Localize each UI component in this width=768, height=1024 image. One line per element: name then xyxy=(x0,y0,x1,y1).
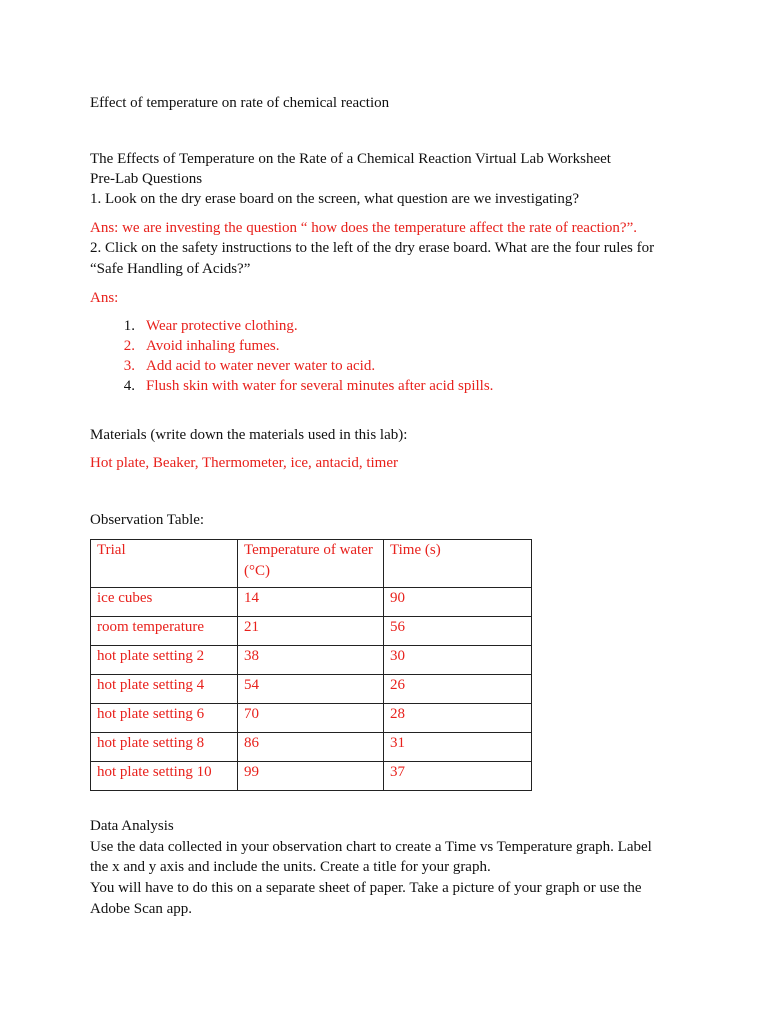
analysis-text-line-4: Adobe Scan app. xyxy=(90,901,193,917)
table-cell: 21 xyxy=(238,617,384,646)
observation-table xyxy=(90,539,532,791)
table-cell: hot plate setting 10 xyxy=(91,762,238,791)
list-number: 3. xyxy=(123,358,135,374)
table-row xyxy=(91,733,532,762)
answer-2-label: Ans: xyxy=(90,290,119,306)
table-cell: 26 xyxy=(384,675,532,704)
list-item xyxy=(90,336,650,356)
table-cell: 37 xyxy=(384,762,532,791)
prelab-heading: Pre-Lab Questions xyxy=(90,171,203,187)
table-cell: hot plate setting 6 xyxy=(91,704,238,733)
materials-answer: Hot plate, Beaker, Thermometer, ice, antacid, timer xyxy=(90,455,398,471)
list-item xyxy=(90,316,650,336)
observation-heading: Observation Table: xyxy=(90,512,205,528)
table-cell: 86 xyxy=(238,733,384,762)
materials-prompt: Materials (write down the materials used in this lab): xyxy=(90,427,408,443)
list-item xyxy=(90,356,650,376)
list-text: Flush skin with water for several minutes after acid spills. xyxy=(146,378,494,394)
table-cell: 90 xyxy=(384,588,532,617)
table-cell: room temperature xyxy=(91,617,238,646)
table-row xyxy=(91,762,532,791)
list-item xyxy=(90,376,650,396)
document-title: Effect of temperature on rate of chemical reaction xyxy=(90,95,390,111)
table-row xyxy=(91,704,532,733)
table-cell: 38 xyxy=(238,646,384,675)
header-cell-trial: Trial xyxy=(91,540,238,588)
question-2-line-2: “Safe Handling of Acids?” xyxy=(90,261,251,277)
table-cell: 31 xyxy=(384,733,532,762)
analysis-text-line-2: the x and y axis and include the units. Create a title for your graph. xyxy=(90,859,491,875)
list-number: 2. xyxy=(123,338,135,354)
table-row xyxy=(91,588,532,617)
table-cell: 30 xyxy=(384,646,532,675)
table-row xyxy=(91,646,532,675)
question-1: 1. Look on the dry erase board on the screen, what question are we investigating? xyxy=(90,191,580,207)
list-text: Wear protective clothing. xyxy=(146,318,298,334)
list-number: 4. xyxy=(123,378,135,394)
table-cell: 54 xyxy=(238,675,384,704)
list-number: 1. xyxy=(123,318,135,334)
header-cell-temperature: Temperature of water (°C) xyxy=(238,540,384,588)
answer-1: Ans: we are investing the question “ how does the temperature affect the rate of reaction?”. xyxy=(90,220,638,236)
table-row xyxy=(91,675,532,704)
table-cell: 99 xyxy=(238,762,384,791)
analysis-text-line-3: You will have to do this on a separate sheet of paper. Take a picture of your graph or use the xyxy=(90,880,642,896)
list-text: Add acid to water never water to acid. xyxy=(146,358,376,374)
analysis-text-line-1: Use the data collected in your observation chart to create a Time vs Temperature graph. Label xyxy=(90,839,652,855)
list-text: Avoid inhaling fumes. xyxy=(146,338,280,354)
table-cell: 28 xyxy=(384,704,532,733)
question-2-line-1: 2. Click on the safety instructions to the left of the dry erase board. What are the four rules for xyxy=(90,240,655,256)
table-row xyxy=(91,617,532,646)
analysis-heading: Data Analysis xyxy=(90,818,174,834)
header-cell-time: Time (s) xyxy=(384,540,532,588)
table-cell: 56 xyxy=(384,617,532,646)
table-cell: ice cubes xyxy=(91,588,238,617)
table-cell: hot plate setting 8 xyxy=(91,733,238,762)
table-cell: 14 xyxy=(238,588,384,617)
table-header-row xyxy=(91,540,532,588)
table-cell: 70 xyxy=(238,704,384,733)
worksheet-title: The Effects of Temperature on the Rate of a Chemical Reaction Virtual Lab Worksheet xyxy=(90,151,611,167)
table-cell: hot plate setting 2 xyxy=(91,646,238,675)
table-cell: hot plate setting 4 xyxy=(91,675,238,704)
